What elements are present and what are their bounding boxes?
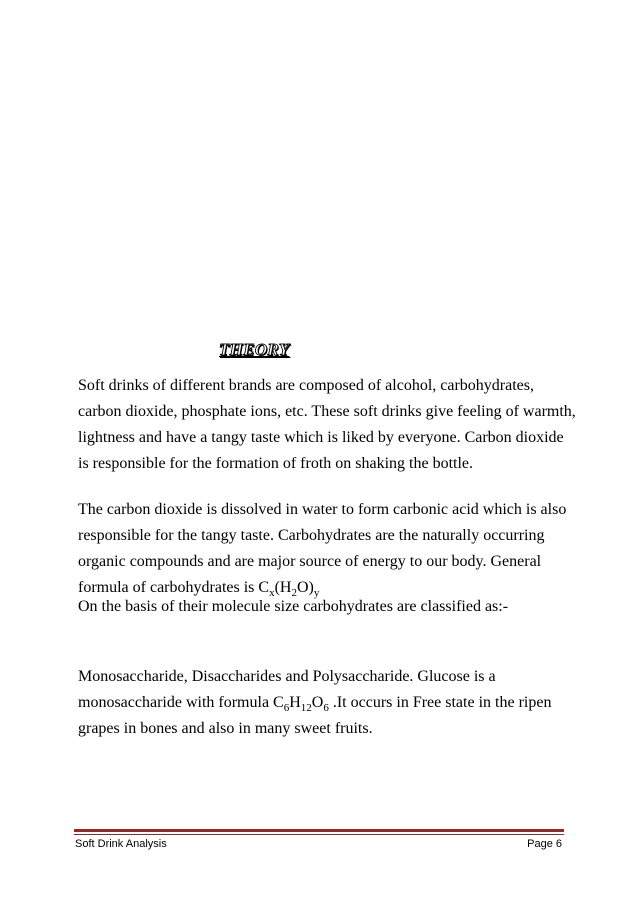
- glucose-o: O: [311, 694, 324, 711]
- glucose-formula: [273, 694, 329, 715]
- paragraph-carbon-dioxide: [78, 497, 578, 601]
- paragraph-carbon-dioxide-text: The carbon dioxide is dissolved in water to form carbonic acid which is also responsible for the tangy taste. Carbohydrates are the naturally occurring organic compounds and are major source of energy to our body. General formula of carbohydrates is: [78, 501, 567, 596]
- footer-rule-thin: [74, 834, 564, 835]
- footer-rule: [74, 829, 564, 832]
- glucose-sub-o6: 6: [323, 702, 329, 715]
- glucose-c: C: [273, 694, 284, 711]
- footer-title: Soft Drink Analysis: [75, 838, 167, 850]
- formula-sub-y: y: [313, 587, 320, 600]
- glucose-sub-6: 6: [283, 702, 290, 715]
- section-heading: THEORY: [219, 340, 290, 359]
- paragraph-classification: On the basis of their molecule size carbohydrates are classified as:-: [78, 598, 509, 615]
- formula-sub-x: x: [269, 587, 275, 600]
- paragraph-soft-drinks: Soft drinks of different brands are composed of alcohol, carbohydrates, carbon dioxide, phosphate ions, etc. These soft drinks give feeling of warmth, lightness and have a tangy taste which is liked by everyone. Carbon dioxide is responsible for the formation of froth on shaking the bottle.: [78, 377, 576, 472]
- glucose-h: H: [289, 694, 301, 711]
- paragraph-saccharides: [78, 664, 578, 742]
- page-number: Page 6: [527, 838, 562, 850]
- paragraph-saccharides-tail: .It occurs in Free state in the ripen grapes in bones and also in many sweet fruits.: [78, 694, 552, 737]
- formula-h-open: (H: [274, 579, 292, 596]
- formula-o-close: O): [296, 579, 314, 596]
- paragraph-saccharides-text: Monosaccharide, Disaccharides and Polysaccharide. Glucose is a monosaccharide with formula: [78, 668, 496, 711]
- formula-sub-2: 2: [291, 587, 297, 600]
- glucose-sub-12: 12: [300, 702, 312, 715]
- formula-c: C: [258, 579, 270, 596]
